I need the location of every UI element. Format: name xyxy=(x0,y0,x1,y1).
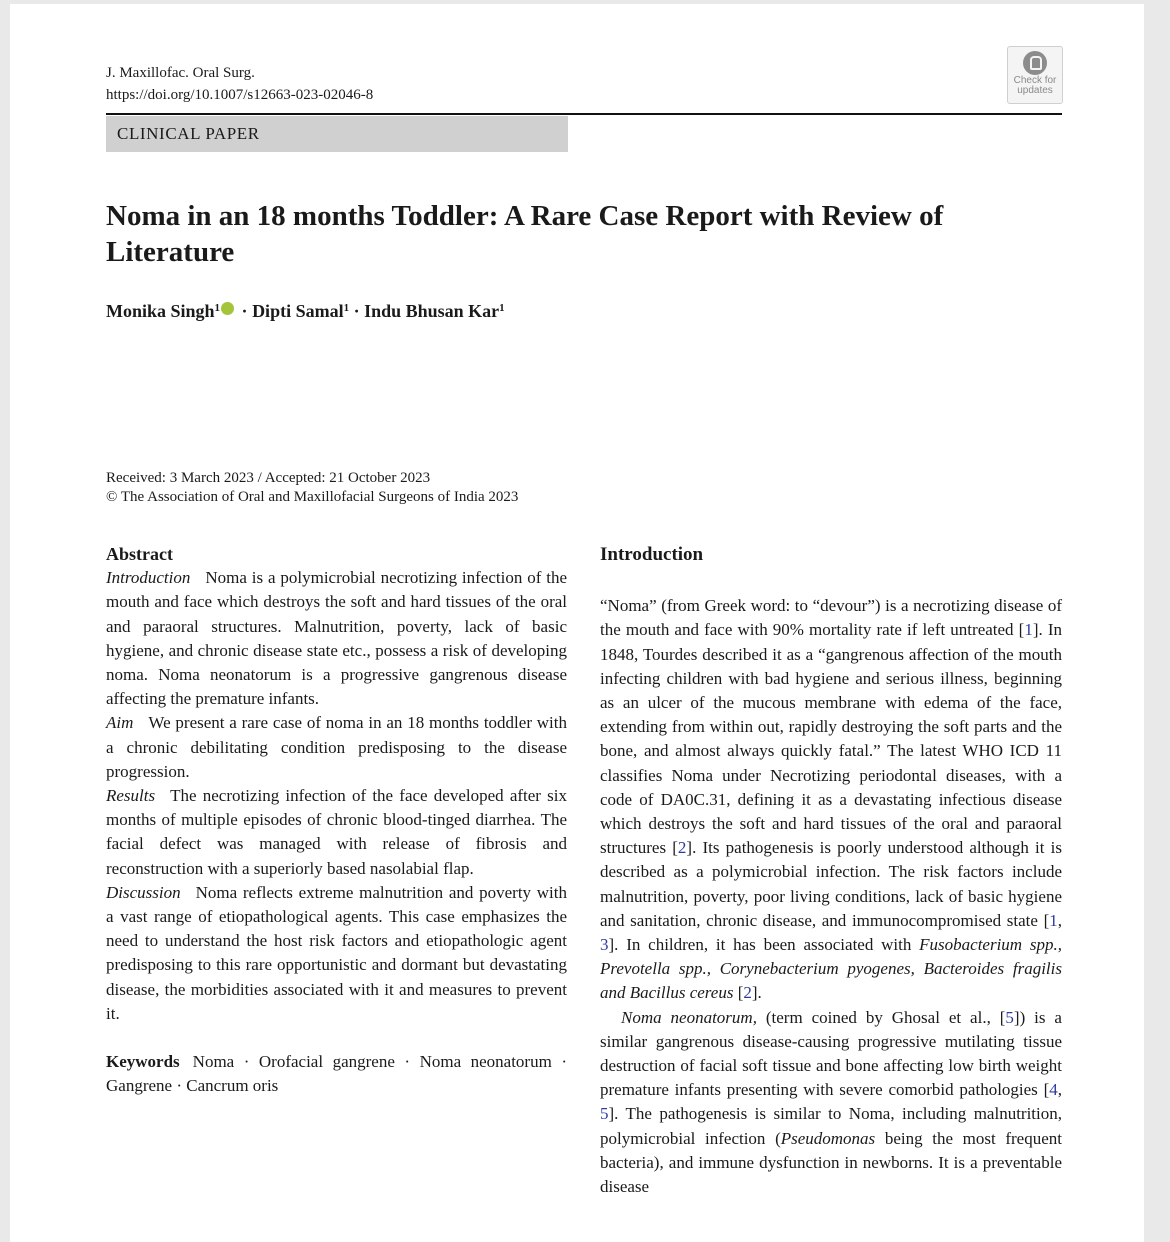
abstract-label: Introduction xyxy=(106,568,191,588)
introduction-column xyxy=(600,542,1062,1199)
abstract-text: Noma is a polymicrobial necrotizing infection of the mouth and face which destroys the soft and hard tissues of the oral and paraoral structures. Malnutrition, poverty, lack of basic hygiene, and chronic disease state etc., possess a risk of developing noma. Noma neonatorum is a progressive gangrenous disease affecting the premature infants. xyxy=(106,568,567,709)
body-text: ]. In children, it has been associated with xyxy=(608,935,920,955)
received-accepted-dates: Received: 3 March 2023 / Accepted: 21 October 2023 xyxy=(106,470,431,486)
introduction-paragraph xyxy=(600,1006,1062,1200)
author-separator: · xyxy=(353,301,360,321)
article-title: Noma in an 18 months Toddler: A Rare Case Report with Review of Literature xyxy=(106,200,944,268)
body-text: [ xyxy=(733,983,744,1003)
doi-link[interactable]: https://doi.org/10.1007/s12663-023-02046-8 xyxy=(106,87,374,103)
section-tag-label: CLINICAL PAPER xyxy=(117,124,260,143)
introduction-paragraph xyxy=(600,594,1062,1005)
keywords-text: Noma · Orofacial gangrene · Noma neonatorum · Gangrene · Cancrum oris xyxy=(106,1052,567,1096)
italic-text: Noma neonatorum, xyxy=(621,1007,757,1027)
article-dates xyxy=(106,469,518,507)
abstract-text: Noma reflects extreme malnutrition and poverty with a vast range of etiopathological agents. This case emphasizes the need to understand the host risk factors and etiopathologic agent predisposing to this rare opportunistic and dormant but devastating disease, the morbidities associated with it and measures to prevent it. xyxy=(106,882,567,1023)
citation-link[interactable]: 3 xyxy=(600,935,609,955)
orcid-icon[interactable] xyxy=(221,302,234,315)
article-page xyxy=(10,4,1144,1242)
check-for-updates-button[interactable] xyxy=(1007,46,1063,104)
body-text: ]. xyxy=(751,983,762,1003)
journal-name: J. Maxillofac. Oral Surg. xyxy=(106,65,255,81)
italic-text: Pseudomonas xyxy=(780,1128,876,1148)
body-text: “Noma” (from Greek word: to “devour”) is a necrotizing disease of the mouth and face with 90% mortality rate if left untreated [ xyxy=(600,596,1062,640)
section-tag xyxy=(106,116,568,152)
check-for-updates-icon xyxy=(1023,51,1047,75)
affiliation-marker: 1 xyxy=(214,302,221,314)
body-text: (term coined by Ghosal et al., [ xyxy=(756,1007,1006,1027)
body-text: ]. Its pathogenesis is poorly understood although it is described as a polymicrobial infection. The risk factors include malnutrition, poverty, poor living conditions, lack of basic hygiene and sanitation, chronic disease, and immunocompromised state [ xyxy=(600,838,1062,930)
citation-link[interactable]: 4 xyxy=(1049,1080,1058,1100)
abstract-text: We present a rare case of noma in an 18 months toddler with a chronic debilitating condition predisposing to the disease progression. xyxy=(106,713,567,781)
badge-line-1: Check for xyxy=(1013,75,1057,86)
body-text: being the most frequent bacteria), and immune dysfunction in newborns. It is a preventable disease xyxy=(600,1128,1062,1197)
abstract-text: The necrotizing infection of the face developed after six months of multiple episodes of chronic blood-tinged diarrhea. The facial defect was managed with release of fibrosis and reconstruction with a superiorly based nasolabial flap. xyxy=(106,786,567,878)
journal-header xyxy=(106,62,373,106)
abstract-column xyxy=(106,542,567,1098)
abstract-results xyxy=(106,784,567,881)
badge-line-2: updates xyxy=(1017,85,1053,96)
affiliation-marker: 1 xyxy=(343,302,350,314)
copyright-notice: © The Association of Oral and Maxillofacial Surgeons of India 2023 xyxy=(106,489,519,505)
citation-link[interactable]: 1 xyxy=(1049,910,1058,930)
author-name[interactable]: Monika Singh xyxy=(106,301,215,321)
citation-link[interactable]: 5 xyxy=(1005,1007,1014,1027)
abstract-heading: Abstract xyxy=(106,544,173,564)
citation-link[interactable]: 5 xyxy=(600,1104,609,1124)
abstract-discussion xyxy=(106,881,567,1026)
abstract-aim xyxy=(106,711,567,784)
citation-link[interactable]: 1 xyxy=(1024,620,1033,640)
affiliation-marker: 1 xyxy=(499,302,505,314)
abstract-label: Aim xyxy=(106,713,134,733)
citation-link[interactable]: 2 xyxy=(743,983,752,1003)
body-text: , xyxy=(1057,910,1062,930)
abstract-label: Results xyxy=(106,786,156,806)
body-text: , xyxy=(1057,1080,1062,1100)
italic-text: Fusobacterium spp., Prevotella spp., Corynebacterium pyogenes, Bacteroides fragilis and Bacillus cereus xyxy=(600,935,1062,1003)
introduction-heading: Introduction xyxy=(600,544,704,565)
author-list xyxy=(106,301,505,322)
header-rule xyxy=(106,113,1062,115)
body-text: ]. In 1848, Tourdes described it as a “gangrenous affection of the mouth infecting children with bad hygiene and serious illness, beginning as an ulcer of the mucous membrane with edema of the face, extending from within out, rapidly destroying the soft parts and the bone, and almost always quickly fatal.” The latest WHO ICD 11 classifies Noma under Necrotizing periodontal diseases, with a code of DA0C.31, defining it as a devastating infectious disease which destroys the soft and hard tissues of the oral and paraoral structures [ xyxy=(600,620,1063,858)
author-name[interactable]: Dipti Samal xyxy=(252,301,344,321)
citation-link[interactable]: 2 xyxy=(677,838,687,858)
abstract-introduction xyxy=(106,566,567,711)
keywords-label: Keywords xyxy=(106,1052,180,1072)
body-text: ]. The pathogenesis is similar to Noma, including malnutrition, polymicrobial infection ( xyxy=(600,1104,1062,1148)
author-name[interactable]: Indu Bhusan Kar xyxy=(364,301,500,321)
keywords xyxy=(106,1050,567,1098)
abstract-label: Discussion xyxy=(106,882,181,902)
body-text: ]) is a similar gangrenous disease-causing progressive mutilating tissue destruction of facial soft tissue and bone affecting low birth weight premature infants presenting with severe comorbid pathologies [ xyxy=(600,1007,1062,1100)
author-separator: · xyxy=(241,301,248,321)
